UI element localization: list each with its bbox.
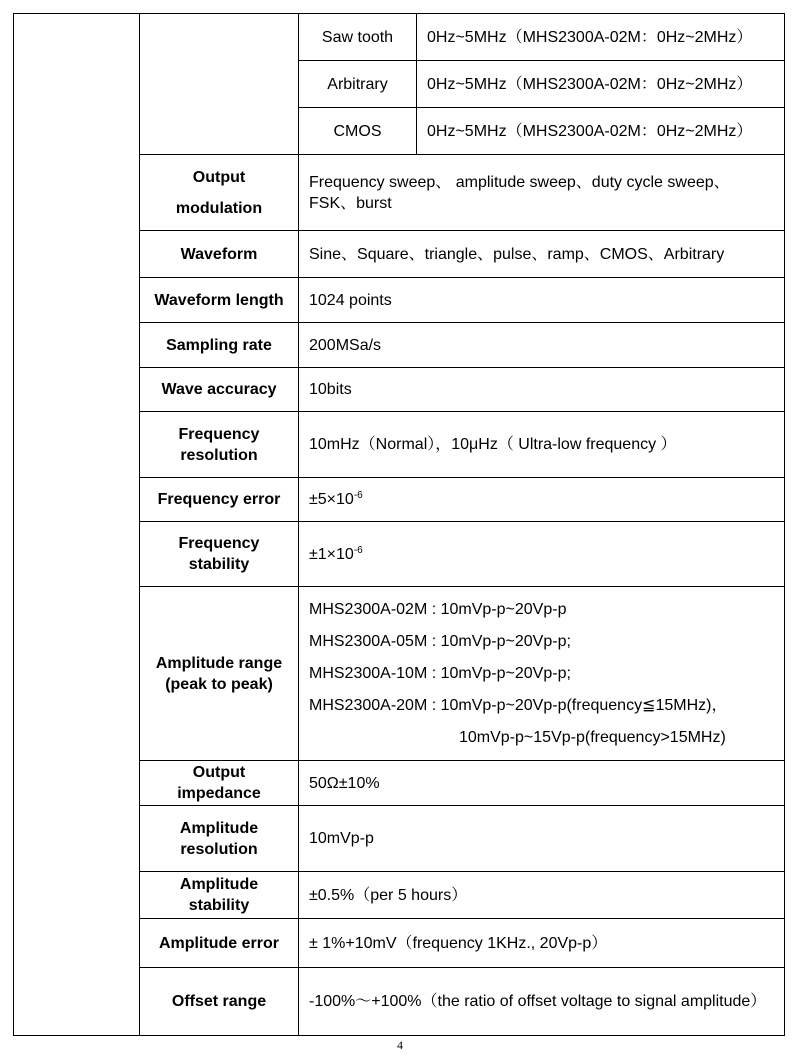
- wave-accuracy-label: Wave accuracy: [140, 368, 299, 412]
- label-line: Amplitude range: [155, 654, 283, 672]
- table-row: [14, 14, 785, 61]
- page-number: 4: [397, 1038, 403, 1052]
- waveform-frequency-value: 0Hz~5MHz（MHS2300A-02M：0Hz~2MHz）: [417, 14, 785, 61]
- label-line: resolution: [180, 446, 258, 464]
- label-line: Frequency: [178, 535, 260, 552]
- output-impedance-label: Output impedance: [140, 761, 299, 806]
- frequency-stability-value: [299, 522, 785, 587]
- empty-label-cell: [140, 14, 299, 155]
- label-line: (peak to peak): [165, 675, 273, 693]
- value-exponent: -6: [353, 490, 363, 501]
- offset-range-value: -100%～+100%（the ratio of offset voltage to signal amplitude）: [299, 968, 785, 1036]
- amplitude-range-line: MHS2300A-05M : 10mVp-p~20Vp-p;: [309, 632, 571, 650]
- output-modulation-value: Frequency sweep、 amplitude sweep、duty cycle sweep、FSK、burst: [299, 155, 785, 231]
- waveform-frequency-value: 0Hz~5MHz（MHS2300A-02M：0Hz~2MHz）: [417, 61, 785, 108]
- waveform-value: Sine、Square、triangle、pulse、ramp、CMOS、Arbitrary: [299, 231, 785, 278]
- output-impedance-value: 50Ω±10%: [299, 761, 785, 806]
- amplitude-resolution-value: 10mVp-p: [299, 806, 785, 872]
- frequency-error-label: Frequency error: [140, 478, 299, 522]
- offset-range-label: Offset range: [140, 968, 299, 1036]
- value-base: ±5×10: [309, 491, 354, 508]
- amplitude-range-line: MHS2300A-10M : 10mVp-p~20Vp-p;: [309, 664, 571, 682]
- amplitude-range-line: MHS2300A-02M : 10mVp-p~20Vp-p: [309, 600, 567, 618]
- label-line: resolution: [180, 840, 258, 858]
- waveform-length-value: 1024 points: [299, 278, 785, 323]
- waveform-name-cell: Saw tooth: [299, 14, 417, 61]
- amplitude-range-label: [140, 587, 299, 761]
- amplitude-stability-value: ±0.5%（per 5 hours）: [299, 872, 785, 919]
- left-margin-cell: [14, 14, 140, 1036]
- amplitude-range-line: 10mVp-p~15Vp-p(frequency>15MHz): [459, 728, 726, 746]
- waveform-length-label: Waveform length: [140, 278, 299, 323]
- frequency-resolution-value: 10mHz（Normal），10μHz（ Ultra-low frequency ）: [299, 412, 785, 478]
- label-line: modulation: [175, 199, 263, 217]
- waveform-frequency-value: 0Hz~5MHz（MHS2300A-02M：0Hz~2MHz）: [417, 108, 785, 155]
- amplitude-error-label: Amplitude error: [140, 919, 299, 968]
- value-base: ±1×10: [309, 545, 354, 563]
- amplitude-stability-label: Amplitude stability: [140, 872, 299, 919]
- waveform-label: Waveform: [140, 231, 299, 278]
- output-modulation-label: [140, 155, 299, 231]
- frequency-resolution-label: [140, 412, 299, 478]
- amplitude-error-value: ± 1%+10mV（frequency 1KHz., 20Vp-p）: [299, 919, 785, 968]
- frequency-error-value: [299, 478, 785, 522]
- frequency-stability-label: [140, 522, 299, 587]
- label-line: Amplitude: [179, 819, 259, 837]
- amplitude-resolution-label: [140, 806, 299, 872]
- label-line: Output: [192, 168, 246, 186]
- amplitude-range-value: [299, 587, 785, 761]
- amplitude-range-line: MHS2300A-20M : 10mVp-p~20Vp-p(frequency≦15MHz)，: [309, 696, 728, 714]
- sampling-rate-label: Sampling rate: [140, 323, 299, 368]
- waveform-name-cell: CMOS: [299, 108, 417, 155]
- value-exponent: -6: [353, 544, 363, 556]
- wave-accuracy-value: 10bits: [299, 368, 785, 412]
- label-line: stability: [188, 556, 250, 573]
- label-line: Frequency: [178, 425, 260, 443]
- sampling-rate-value: 200MSa/s: [299, 323, 785, 368]
- specification-table: [13, 13, 785, 1036]
- waveform-name-cell: Arbitrary: [299, 61, 417, 108]
